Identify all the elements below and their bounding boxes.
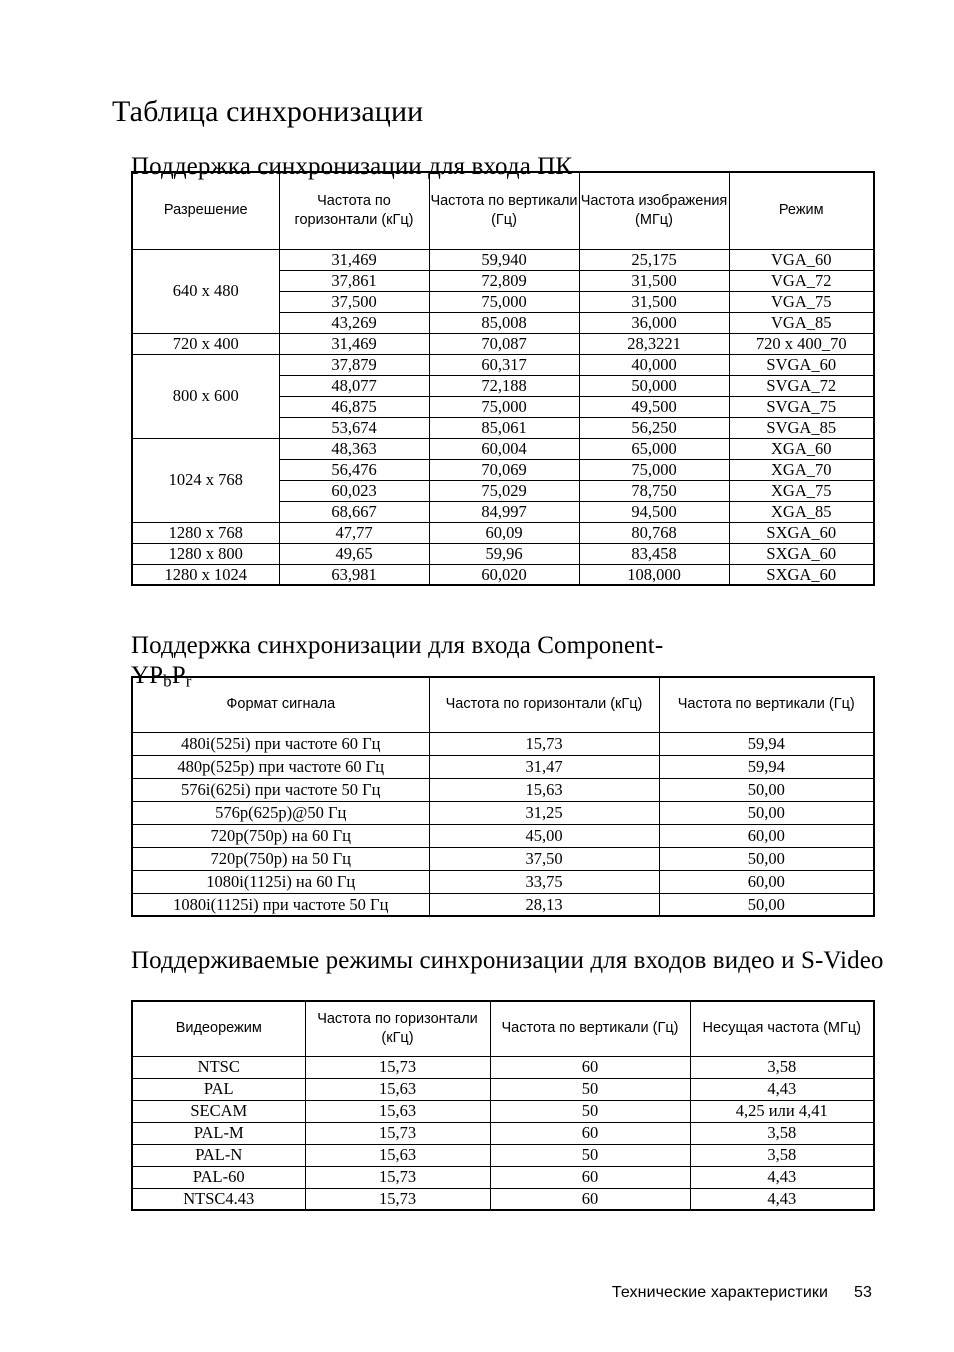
table-row	[132, 870, 874, 893]
cell-hfreq: 15,63	[429, 778, 659, 801]
cell-resolution: 1280 x 768	[132, 522, 279, 543]
cell-carrier: 4,43	[690, 1078, 874, 1100]
cell-hfreq: 46,875	[279, 396, 429, 417]
cell-mode: SVGA_60	[729, 354, 874, 375]
cell-vfreq: 50	[490, 1100, 690, 1122]
cell-hfreq: 15,73	[305, 1188, 490, 1210]
page-footer	[0, 1284, 954, 1302]
cell-hfreq: 31,47	[429, 755, 659, 778]
cell-resolution: 800 x 600	[132, 354, 279, 438]
cell-video-mode: PAL-M	[132, 1122, 305, 1144]
table-row	[132, 354, 874, 375]
column-header-vfreq: Частота по вертикали (Гц)	[490, 1001, 690, 1056]
cell-carrier: 4,25 или 4,41	[690, 1100, 874, 1122]
cell-pixelfreq: 94,500	[579, 501, 729, 522]
column-header-resolution: Разрешение	[132, 172, 279, 249]
cell-carrier: 3,58	[690, 1056, 874, 1078]
cell-carrier: 3,58	[690, 1122, 874, 1144]
cell-hfreq: 49,65	[279, 543, 429, 564]
cell-mode: XGA_75	[729, 480, 874, 501]
cell-pixelfreq: 65,000	[579, 438, 729, 459]
cell-hfreq: 37,879	[279, 354, 429, 375]
table-row	[132, 438, 874, 459]
cell-resolution: 1280 x 1024	[132, 564, 279, 585]
cell-mode: VGA_72	[729, 270, 874, 291]
table-row	[132, 1122, 874, 1144]
cell-hfreq: 53,674	[279, 417, 429, 438]
cell-pixelfreq: 56,250	[579, 417, 729, 438]
cell-mode: SXGA_60	[729, 543, 874, 564]
cell-vfreq: 70,087	[429, 333, 579, 354]
column-header-carrier: Несущая частота (МГц)	[690, 1001, 874, 1056]
cell-vfreq: 60,004	[429, 438, 579, 459]
cell-hfreq: 45,00	[429, 824, 659, 847]
cell-carrier: 3,58	[690, 1144, 874, 1166]
table-row	[132, 1166, 874, 1188]
cell-vfreq: 50,00	[659, 847, 874, 870]
cell-mode: SXGA_60	[729, 522, 874, 543]
cell-signal-format: 720p(750p) на 60 Гц	[132, 824, 429, 847]
table-header-row	[132, 677, 874, 732]
cell-vfreq: 60	[490, 1166, 690, 1188]
cell-hfreq: 28,13	[429, 893, 659, 916]
column-header-vfreq: Частота по вертикали (Гц)	[659, 677, 874, 732]
footer-page-number: 53	[854, 1284, 872, 1301]
cell-mode: VGA_60	[729, 249, 874, 270]
cell-vfreq: 72,809	[429, 270, 579, 291]
cell-vfreq: 60,09	[429, 522, 579, 543]
cell-vfreq: 60,00	[659, 824, 874, 847]
cell-vfreq: 85,061	[429, 417, 579, 438]
cell-vfreq: 50	[490, 1144, 690, 1166]
table-row	[132, 522, 874, 543]
cell-signal-format: 576i(625i) при частоте 50 Гц	[132, 778, 429, 801]
cell-pixelfreq: 28,3221	[579, 333, 729, 354]
footer-chapter-label: Технические характеристики	[611, 1284, 828, 1301]
cell-pixelfreq: 80,768	[579, 522, 729, 543]
cell-video-mode: NTSC4.43	[132, 1188, 305, 1210]
cell-vfreq: 59,94	[659, 755, 874, 778]
cell-signal-format: 1080i(1125i) при частоте 50 Гц	[132, 893, 429, 916]
cell-vfreq: 50,00	[659, 778, 874, 801]
cell-mode: XGA_70	[729, 459, 874, 480]
table-header-row	[132, 1001, 874, 1056]
cell-mode: VGA_75	[729, 291, 874, 312]
table-row	[132, 564, 874, 585]
cell-resolution: 640 x 480	[132, 249, 279, 333]
table-row	[132, 333, 874, 354]
cell-mode: SVGA_75	[729, 396, 874, 417]
column-header-hfreq: Частота по горизонтали (кГц)	[429, 677, 659, 732]
cell-pixelfreq: 108,000	[579, 564, 729, 585]
cell-pixelfreq: 31,500	[579, 291, 729, 312]
cell-hfreq: 31,469	[279, 249, 429, 270]
cell-vfreq: 59,940	[429, 249, 579, 270]
cell-vfreq: 50,00	[659, 801, 874, 824]
component-timing-table	[131, 676, 875, 917]
cell-vfreq: 50	[490, 1078, 690, 1100]
cell-pixelfreq: 49,500	[579, 396, 729, 417]
cell-hfreq: 31,25	[429, 801, 659, 824]
video-timing-table	[131, 1000, 875, 1211]
cell-vfreq: 60,00	[659, 870, 874, 893]
cell-vfreq: 85,008	[429, 312, 579, 333]
cell-resolution: 1024 x 768	[132, 438, 279, 522]
cell-video-mode: NTSC	[132, 1056, 305, 1078]
column-header-vfreq: Частота по вертикали (Гц)	[429, 172, 579, 249]
section-heading-pc: Поддержка синхронизации для входа ПК	[131, 152, 573, 180]
table-row	[132, 1056, 874, 1078]
cell-signal-format: 720p(750p) на 50 Гц	[132, 847, 429, 870]
cell-pixelfreq: 83,458	[579, 543, 729, 564]
cell-hfreq: 47,77	[279, 522, 429, 543]
cell-resolution: 720 x 400	[132, 333, 279, 354]
table-row	[132, 249, 874, 270]
section-heading-video: Поддерживаемые режимы синхронизации для входов видео и S-Video	[131, 946, 884, 974]
cell-hfreq: 15,73	[429, 732, 659, 755]
cell-hfreq: 60,023	[279, 480, 429, 501]
table-row	[132, 893, 874, 916]
cell-pixelfreq: 40,000	[579, 354, 729, 375]
cell-vfreq: 60	[490, 1188, 690, 1210]
column-header-mode: Режим	[729, 172, 874, 249]
cell-signal-format: 1080i(1125i) на 60 Гц	[132, 870, 429, 893]
component-heading-line1: Поддержка синхронизации для входа Component-	[131, 631, 664, 659]
pc-timing-table	[131, 171, 875, 586]
column-header-video-mode: Видеорежим	[132, 1001, 305, 1056]
table-row	[132, 732, 874, 755]
cell-vfreq: 70,069	[429, 459, 579, 480]
cell-hfreq: 37,861	[279, 270, 429, 291]
column-header-hfreq: Частота по горизонтали (кГц)	[305, 1001, 490, 1056]
column-header-pixelfreq: Частота изображения (МГц)	[579, 172, 729, 249]
cell-vfreq: 60,020	[429, 564, 579, 585]
cell-vfreq: 59,94	[659, 732, 874, 755]
table-row	[132, 778, 874, 801]
cell-mode: VGA_85	[729, 312, 874, 333]
cell-hfreq: 31,469	[279, 333, 429, 354]
cell-mode: XGA_85	[729, 501, 874, 522]
table-row	[132, 543, 874, 564]
cell-hfreq: 15,73	[305, 1056, 490, 1078]
cell-hfreq: 68,667	[279, 501, 429, 522]
cell-resolution: 1280 x 800	[132, 543, 279, 564]
cell-video-mode: PAL-N	[132, 1144, 305, 1166]
cell-hfreq: 48,077	[279, 375, 429, 396]
cell-vfreq: 60,317	[429, 354, 579, 375]
cell-video-mode: PAL	[132, 1078, 305, 1100]
cell-carrier: 4,43	[690, 1188, 874, 1210]
cell-pixelfreq: 75,000	[579, 459, 729, 480]
cell-signal-format: 480i(525i) при частоте 60 Гц	[132, 732, 429, 755]
cell-vfreq: 75,000	[429, 396, 579, 417]
cell-hfreq: 33,75	[429, 870, 659, 893]
cell-vfreq: 84,997	[429, 501, 579, 522]
cell-vfreq: 75,000	[429, 291, 579, 312]
table-row	[132, 1078, 874, 1100]
cell-mode: SVGA_72	[729, 375, 874, 396]
cell-mode: XGA_60	[729, 438, 874, 459]
cell-signal-format: 576p(625p)@50 Гц	[132, 801, 429, 824]
cell-hfreq: 15,73	[305, 1122, 490, 1144]
cell-hfreq: 37,500	[279, 291, 429, 312]
cell-pixelfreq: 36,000	[579, 312, 729, 333]
table-row	[132, 824, 874, 847]
table-row	[132, 1144, 874, 1166]
cell-pixelfreq: 78,750	[579, 480, 729, 501]
cell-vfreq: 72,188	[429, 375, 579, 396]
table-header-row	[132, 172, 874, 249]
cell-hfreq: 48,363	[279, 438, 429, 459]
cell-carrier: 4,43	[690, 1166, 874, 1188]
table-row	[132, 847, 874, 870]
cell-pixelfreq: 31,500	[579, 270, 729, 291]
cell-pixelfreq: 50,000	[579, 375, 729, 396]
cell-mode: SXGA_60	[729, 564, 874, 585]
table-row	[132, 1188, 874, 1210]
cell-vfreq: 75,029	[429, 480, 579, 501]
cell-hfreq: 63,981	[279, 564, 429, 585]
cell-hfreq: 15,63	[305, 1144, 490, 1166]
cell-hfreq: 15,63	[305, 1100, 490, 1122]
cell-vfreq: 59,96	[429, 543, 579, 564]
cell-video-mode: PAL-60	[132, 1166, 305, 1188]
cell-hfreq: 56,476	[279, 459, 429, 480]
column-header-signal-format: Формат сигнала	[132, 677, 429, 732]
cell-vfreq: 60	[490, 1056, 690, 1078]
cell-mode: 720 x 400_70	[729, 333, 874, 354]
table-row	[132, 755, 874, 778]
cell-vfreq: 50,00	[659, 893, 874, 916]
page-title: Таблица синхронизации	[112, 95, 424, 129]
cell-video-mode: SECAM	[132, 1100, 305, 1122]
cell-hfreq: 15,73	[305, 1166, 490, 1188]
table-row	[132, 1100, 874, 1122]
table-row	[132, 801, 874, 824]
cell-hfreq: 37,50	[429, 847, 659, 870]
cell-signal-format: 480p(525p) при частоте 60 Гц	[132, 755, 429, 778]
cell-hfreq: 15,63	[305, 1078, 490, 1100]
cell-pixelfreq: 25,175	[579, 249, 729, 270]
component-heading-ypbpr: $YP_bP_r$	[131, 662, 192, 691]
cell-mode: SVGA_85	[729, 417, 874, 438]
column-header-hfreq: Частота по горизонтали (кГц)	[279, 172, 429, 249]
cell-vfreq: 60	[490, 1122, 690, 1144]
cell-hfreq: 43,269	[279, 312, 429, 333]
